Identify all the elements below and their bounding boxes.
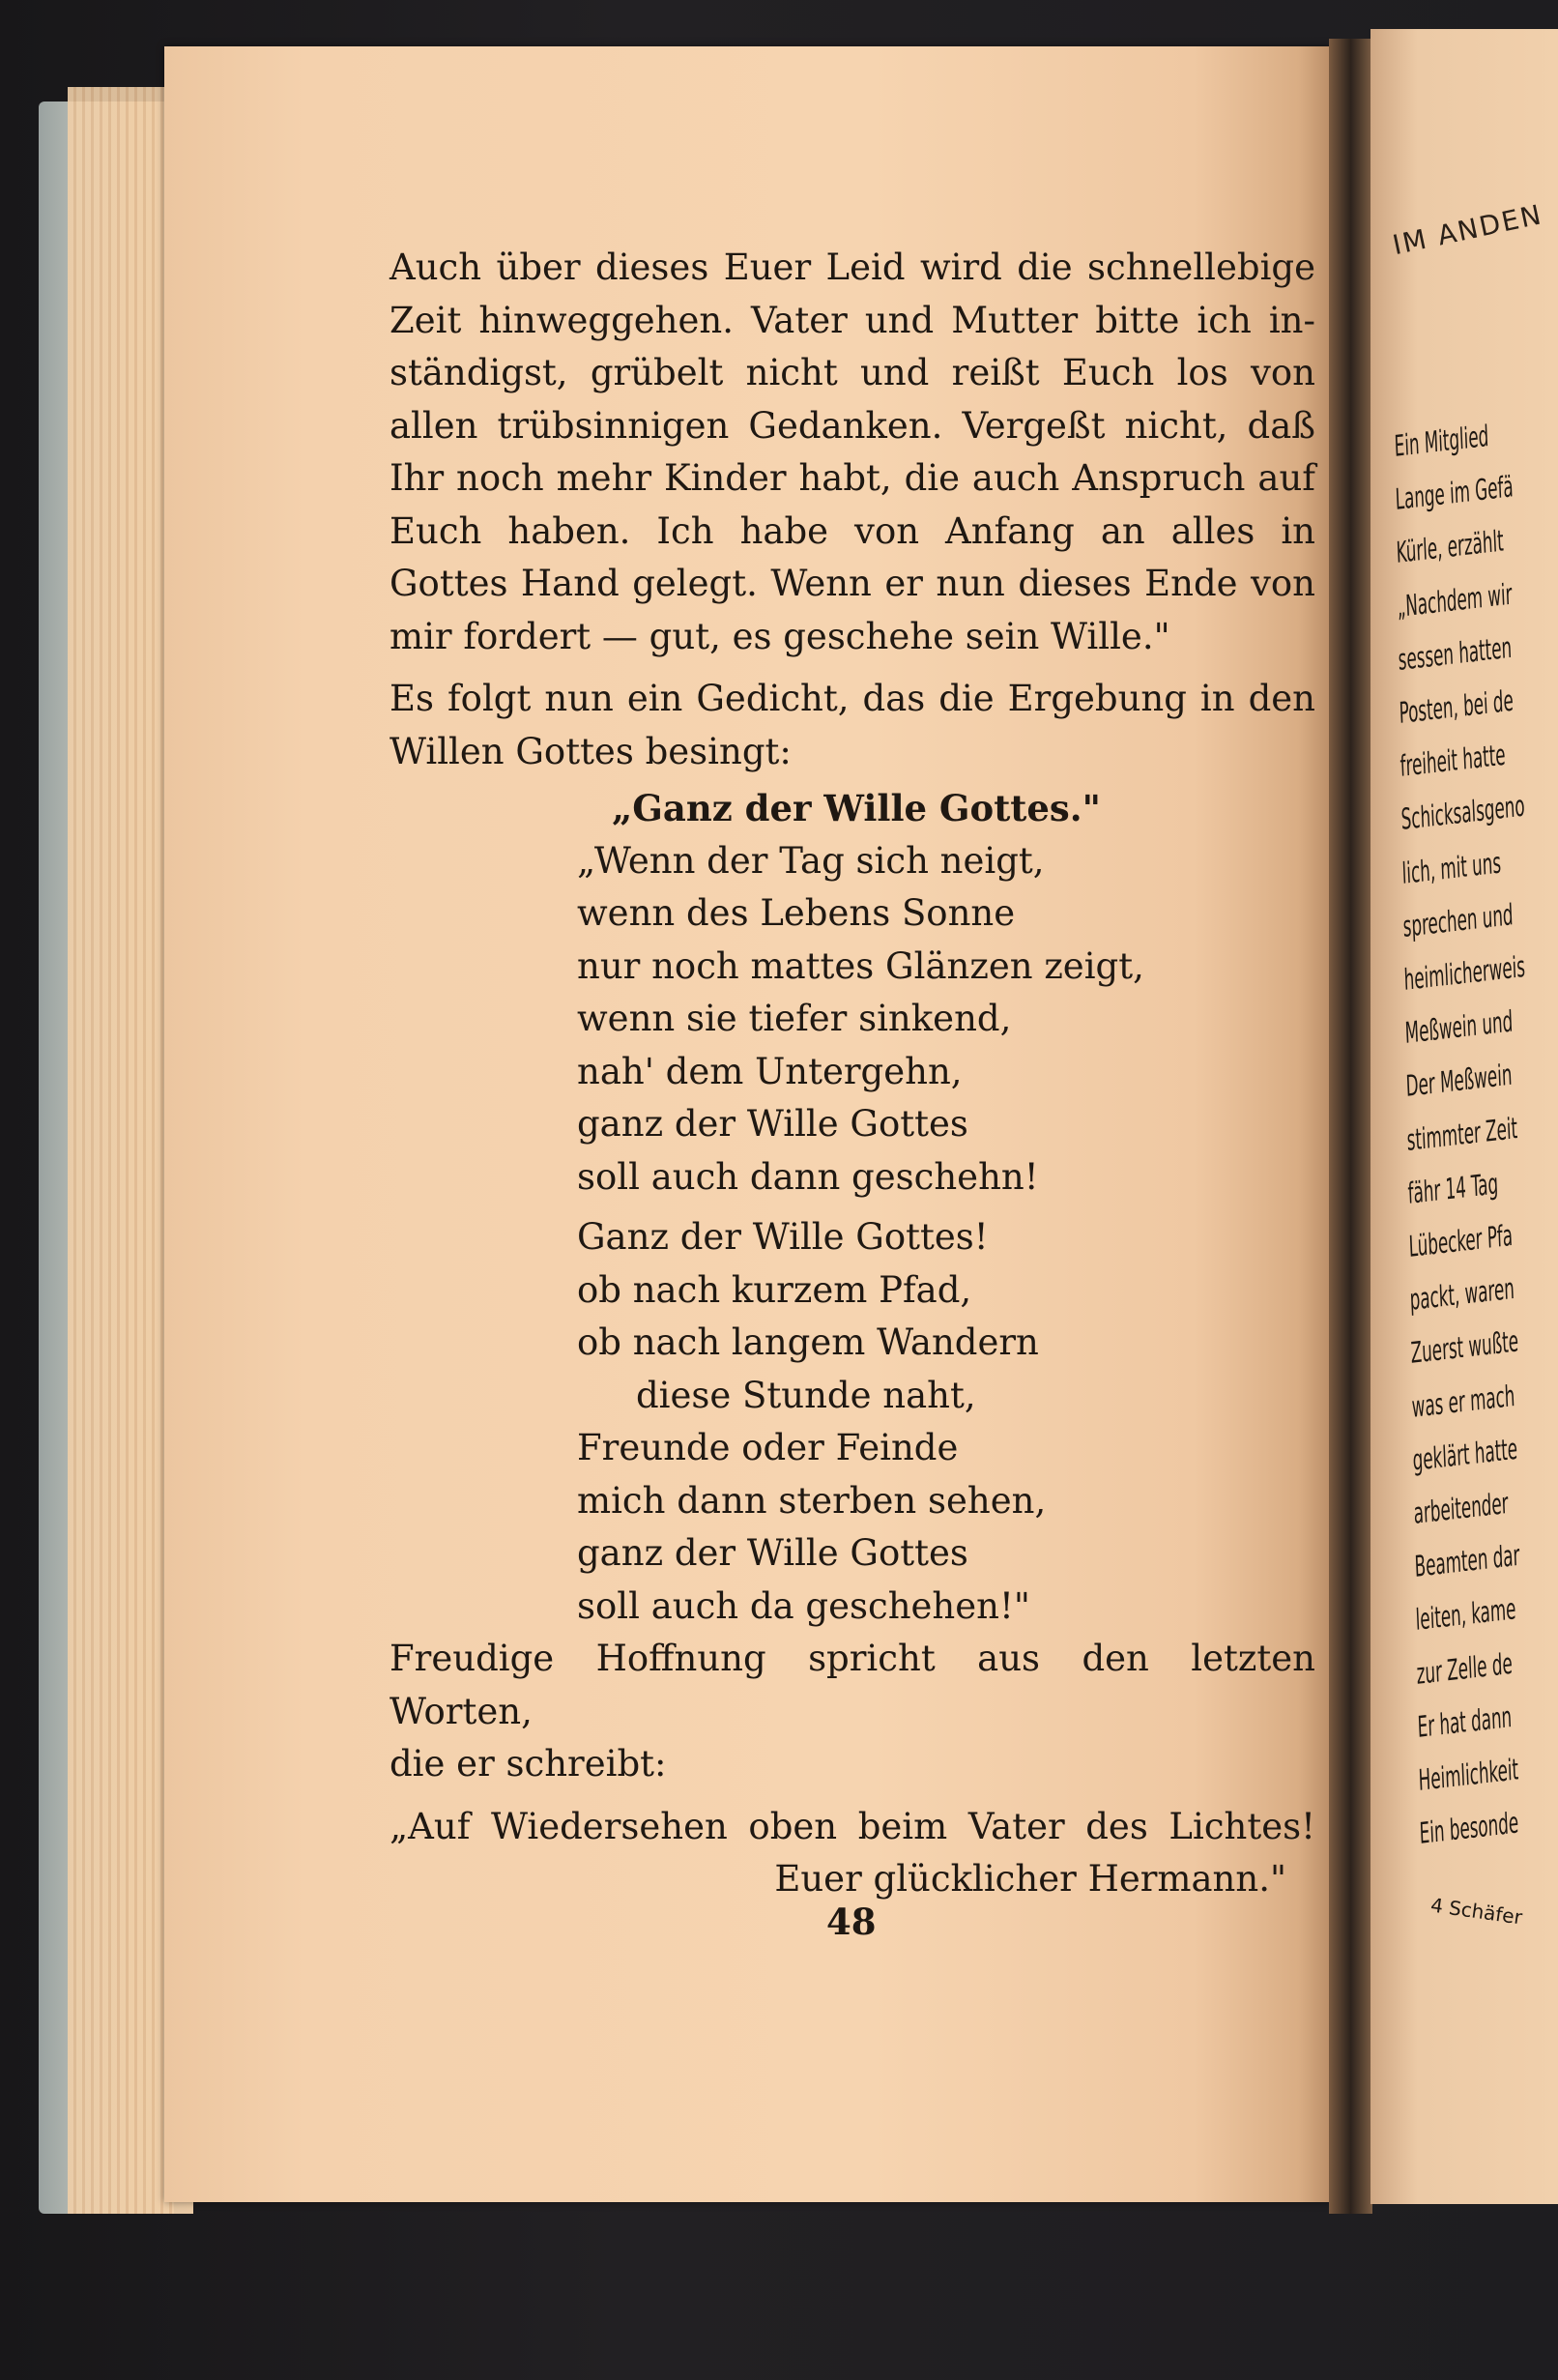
right-page-line: leiten, kame — [1415, 1592, 1517, 1639]
right-page-line: Zuerst wußte — [1410, 1324, 1519, 1372]
right-page-line: lich, mit uns — [1401, 846, 1502, 891]
text-line: ständigst, grübelt nicht und reißt Euch los von — [390, 352, 1315, 393]
poem-line: mich dann sterben sehen, — [577, 1479, 1047, 1522]
right-page-line: Schicksalsgeno — [1400, 789, 1526, 838]
right-page-line: freiheit hatte — [1399, 738, 1507, 785]
right-page-line: was er mach — [1411, 1379, 1516, 1425]
text-line: Gottes Hand gelegt. Wenn er nun dieses Ende von — [390, 563, 1315, 604]
right-page-line: Posten, bei de — [1399, 683, 1515, 731]
right-page-line: Lübecker Pfa — [1408, 1218, 1514, 1264]
poem-line: nah' dem Untergehn, — [577, 1050, 963, 1092]
left-page-text — [390, 242, 1315, 1906]
poem-line: nur noch mattes Glänzen zeigt, — [577, 944, 1144, 987]
right-page-line: Kürle, erzählt — [1396, 524, 1505, 571]
right-page-line: Beamten dar — [1414, 1538, 1521, 1585]
text-line: die er schreibt: — [390, 1743, 667, 1785]
right-page-line: Der Meßwein — [1405, 1059, 1514, 1105]
right-page-line: Heimlichkeit — [1418, 1753, 1519, 1798]
text-line: allen trübsinnigen Gedanken. Vergeßt nicht, daß — [390, 404, 1315, 447]
right-page-footer: 4 Schäfer — [1428, 1893, 1524, 1930]
poem-line: ganz der Wille Gottes — [577, 1532, 968, 1574]
text-line: Willen Gottes besingt: — [390, 730, 792, 772]
right-page-line: fähr 14 Tag — [1407, 1167, 1499, 1211]
right-page-line: Ein besonde — [1419, 1806, 1519, 1852]
right-page-line: arbeitender — [1413, 1486, 1510, 1531]
poem-line: Freunde oder Feinde — [577, 1427, 959, 1468]
right-page-line: sessen hatten — [1398, 630, 1513, 678]
poem-line: ob nach kurzem Pfad, — [577, 1268, 972, 1311]
text-line: mir fordert — gut, es geschehe sein Wille." — [390, 615, 1170, 657]
poem-line: soll auch da geschehen!" — [577, 1584, 1030, 1627]
text-line: Euch haben. Ich habe von Anfang an alles in — [390, 509, 1315, 552]
text-line: Auch über dieses Euer Leid wird die schnellebige — [390, 247, 1315, 288]
poem-line: diese Stunde naht, — [636, 1374, 976, 1416]
right-page-line: geklärt hatte — [1412, 1432, 1518, 1478]
right-page-line: Meßwein und — [1404, 1004, 1514, 1052]
right-page-line: heimlicherweis — [1403, 949, 1526, 998]
book-page-edges — [68, 87, 174, 2214]
text-line: Ihr noch mehr Kinder habt, die auch Anspruch auf — [390, 457, 1315, 499]
text-line: Freudige Hoffnung spricht aus den letzten Worten, — [390, 1638, 1315, 1732]
farewell-line: „Auf Wiedersehen oben beim Vater des Lichtes! — [390, 1805, 1315, 1847]
right-page-line: zur Zelle de — [1416, 1646, 1514, 1692]
poem-line: ganz der Wille Gottes — [577, 1103, 968, 1145]
text-line: Es folgt nun ein Gedicht, das die Ergebung in den — [390, 678, 1315, 719]
signature-line: Euer glücklicher Hermann." — [774, 1858, 1286, 1900]
right-page-line: sprechen und — [1402, 897, 1515, 944]
poem-line: wenn des Lebens Sonne — [577, 892, 1016, 934]
text-line: Zeit hinweggehen. Vater und Mutter bitte ich in- — [390, 299, 1315, 341]
poem-title: „Ganz der Wille Gottes." — [612, 787, 1101, 829]
poem-line: wenn sie tiefer sinkend, — [577, 998, 1012, 1039]
poem-line: Ganz der Wille Gottes! — [577, 1216, 989, 1258]
poem-line: „Wenn der Tag sich neigt, — [577, 839, 1045, 882]
poem-line: soll auch dann geschehn! — [577, 1155, 1039, 1198]
right-page-line: „Nachdem wir — [1397, 577, 1514, 624]
right-page-line: stimmter Zeit — [1406, 1111, 1518, 1158]
right-page-header: IM ANDEN — [1390, 198, 1546, 262]
poem-line: ob nach langem Wandern — [577, 1321, 1039, 1363]
right-page-line: Ein Mitglied — [1394, 420, 1489, 464]
book-gutter — [1329, 39, 1372, 2214]
right-page — [1370, 29, 1558, 2204]
right-page-line: Lange im Gefä — [1395, 470, 1515, 518]
right-page-line: packt, waren — [1409, 1272, 1515, 1319]
page-number: 48 — [826, 1901, 877, 1943]
right-page-line: Er hat dann — [1417, 1699, 1513, 1745]
